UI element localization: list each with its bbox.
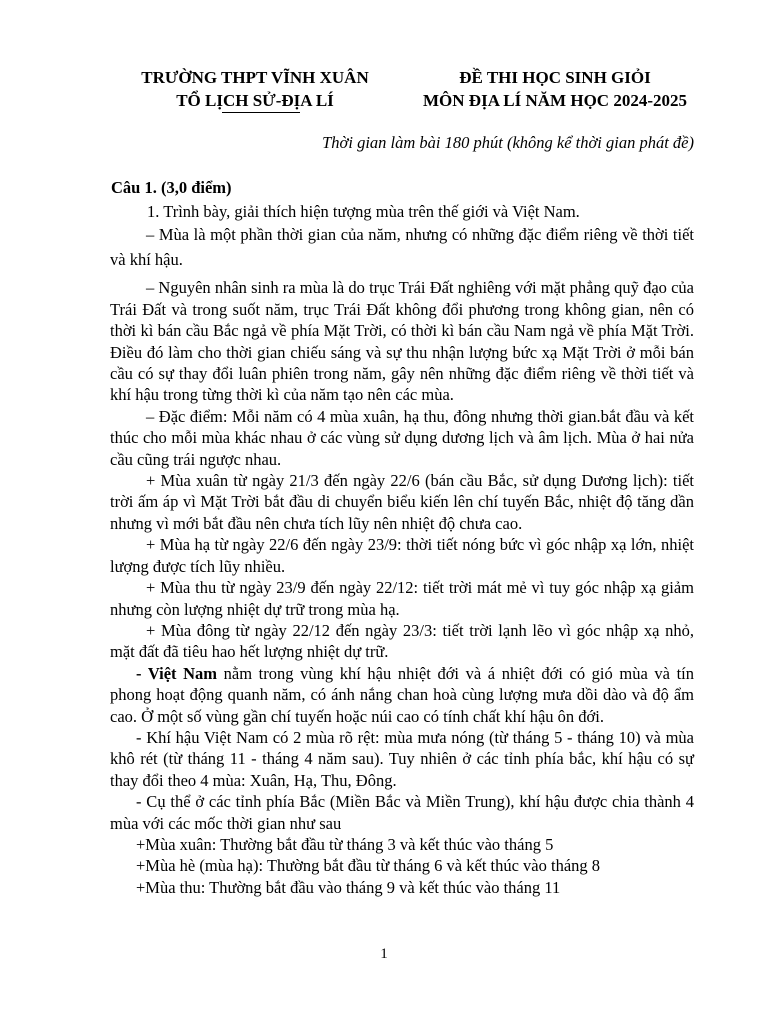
header-underline [222,112,300,113]
paragraph-vn-summer: +Mùa hè (mùa hạ): Thường bắt đầu từ tháng 6 và kết thúc vào tháng 8 [136,856,601,876]
paragraph-vn-spring: +Mùa xuân: Thường bắt đầu từ tháng 3 và kết thúc vào tháng 5 [136,834,554,854]
paragraph-vietnam [110,663,694,727]
paragraph-winter: + Mùa đông từ ngày 22/12 đến ngày 23/3: tiết trời lạnh lẽo vì góc nhập xạ nhỏ, mặt đất đã tiêu hao hết lượng nhiệt dự trữ. [110,620,694,662]
paragraph-autumn: + Mùa thu từ ngày 23/9 đến ngày 22/12: tiết trời mát mẻ vì tuy góc nhập xạ giảm nhưng còn lượng nhiệt dự trữ trong mùa hạ. [110,578,694,619]
paragraph-spring: + Mùa xuân từ ngày 21/3 đến ngày 22/6 (bán cầu Bắc, sử dụng Dương lịch): tiết trời ấm áp vì Mặt Trời bắt đầu di chuyển biểu kiến lên chí tuyến Bắc, nhiệt độ tăng dần nhưng vì mới bắt đầu nên chưa tích lũy nên nhiệt độ chưa cao. [110,471,694,533]
department-name: TỔ LỊCH SỬ-ĐỊA LÍ [176,91,334,110]
exam-header [400,66,710,112]
paragraph-summer: + Mùa hạ từ ngày 22/6 đến ngày 23/9: thời tiết nóng bức vì góc nhập xạ lớn, nhiệt lượng được tích lũy nhiều. [110,535,694,576]
exam-title: ĐỀ THI HỌC SINH GIỎI [459,68,651,87]
vietnam-bold: Việt Nam [147,663,218,683]
paragraph-north: - Cụ thể ở các tỉnh phía Bắc (Miền Bắc và Miền Trung), khí hậu được chia thành 4 mùa với các mốc thời gian như sau [110,792,694,833]
exam-subject: MÔN ĐỊA LÍ NĂM HỌC 2024-2025 [423,91,687,110]
paragraph-cause: – Nguyên nhân sinh ra mùa là do trục Trái Đất nghiêng với mặt phẳng quỹ đạo của Trái Đất và trong suốt năm, trục Trái Đất không đổi phương trong không gian, nên có thời kì bán cầu Bắc ngả về phía Mặt Trời, có thời kì bán cầu Nam ngả về phía Mặt Trời. Điều đó làm cho thời gian chiếu sáng và sự thu nhận lượng bức xạ Mặt Trời ở mỗi bán cầu có sự thay đổi luân phiên trong năm, gây nên những đặc điểm riêng về thời tiết và khí hậu trong từng thời kì của năm tạo nên các mùa. [110,278,694,405]
school-header [120,66,390,112]
page-number: 1 [380,946,388,962]
question-body [110,201,694,898]
paragraph-vn-autumn: +Mùa thu: Thường bắt đầu vào tháng 9 và kết thúc vào tháng 11 [136,877,561,897]
time-note: Thời gian làm bài 180 phút (không kể thời gian phát đề) [322,133,694,152]
question-item-1: 1. Trình bày, giải thích hiện tượng mùa trên thế giới và Việt Nam. [147,202,580,221]
question-title: Câu 1. (3,0 điểm) [111,178,232,197]
vietnam-rest: nằm trong vùng khí hậu nhiệt đới và á nhiệt đới có gió mùa và tín phong hoạt động quanh năm, có ánh nắng chan hoà cùng lượng mưa dồi dào và độ ẩm cao. Ở một số vùng gần chí tuyến hoặc núi cao có tính chất khí hậu ôn đới. [110,663,694,726]
paragraph-definition: – Mùa là một phần thời gian của năm, nhưng có những đặc điểm riêng về thời tiết và khí hậu. [110,225,694,270]
paragraph-features: – Đặc điểm: Mỗi năm có 4 mùa xuân, hạ thu, đông nhưng thời gian.bắt đầu và kết thúc cho mỗi mùa khác nhau ở các vùng sử dụng dương lịch và âm lịch. Mùa ở hai nửa cầu cũng trái ngược nhau. [110,406,694,469]
vietnam-prefix: - [136,663,148,683]
school-name: TRƯỜNG THPT VĨNH XUÂN [141,68,369,87]
paragraph-vn-climate: - Khí hậu Việt Nam có 2 mùa rõ rệt: mùa mưa nóng (từ tháng 5 - tháng 10) và mùa khô rét (từ tháng 11 - tháng 4 năm sau). Tuy nhiên ở các tỉnh phía bắc, khí hậu có sự thay đổi theo 4 mùa: Xuân, Hạ, Thu, Đông. [110,727,694,790]
